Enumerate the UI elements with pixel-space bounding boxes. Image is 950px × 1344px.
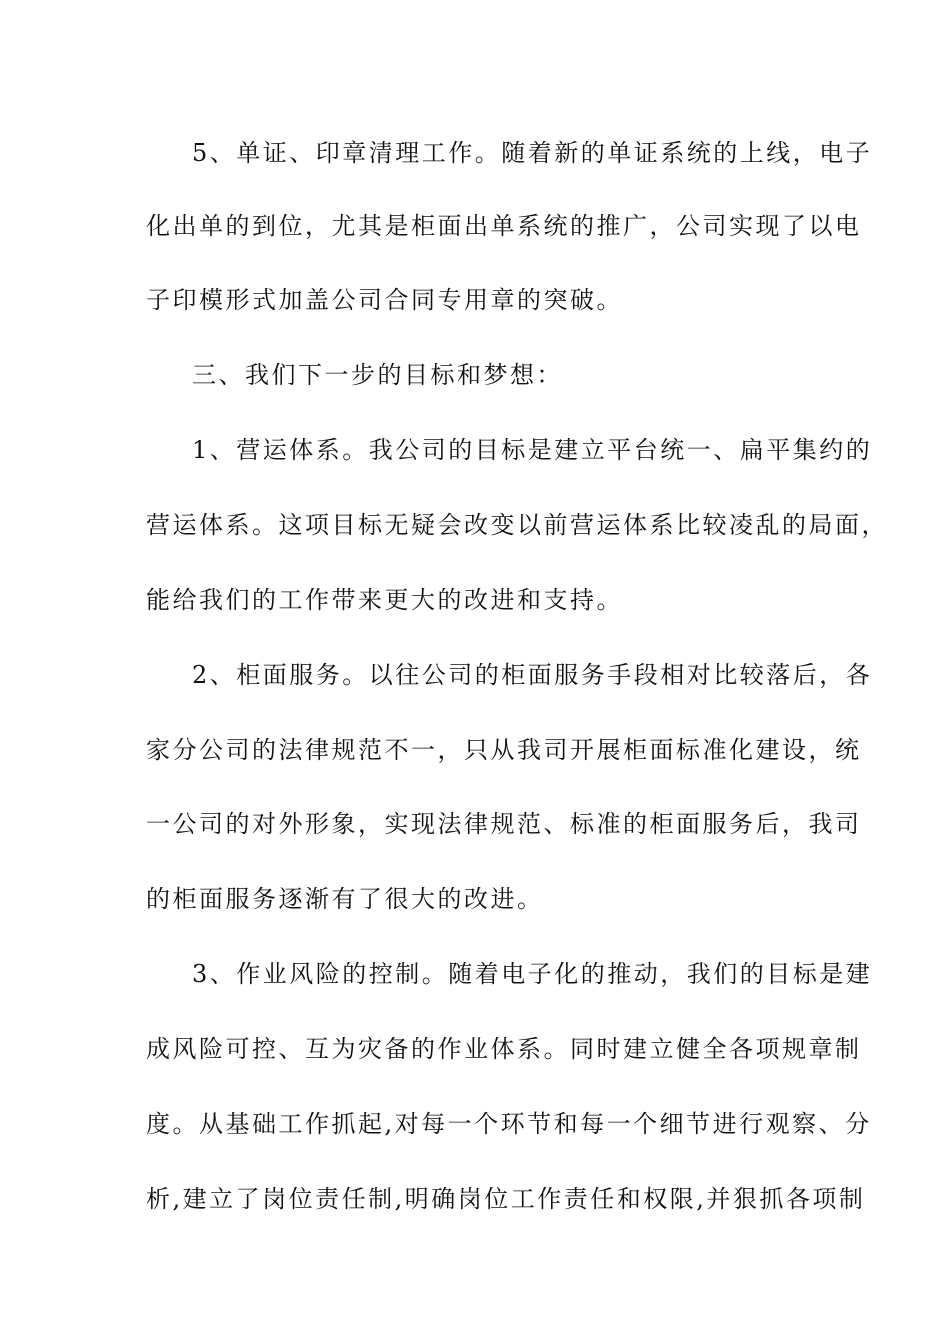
text-line: 的柜面服务逐渐有了很大的改进。 (146, 885, 544, 913)
text-line: 1、营运体系。我公司的目标是建立平台统一、扁平集约的 (192, 436, 873, 464)
text-line: 营运体系。这项目标无疑会改变以前营运体系比较凌乱的局面， (146, 511, 888, 539)
text-line: 家分公司的法律规范不一，只从我司开展柜面标准化建设，统 (146, 736, 862, 764)
text-line: 子印模形式加盖公司合同专用章的突破。 (146, 286, 623, 314)
text-line: 5、单证、印章清理工作。随着新的单证系统的上线，电子 (192, 139, 873, 167)
text-line: 成风险可控、互为灾备的作业体系。同时建立健全各项规章制 (146, 1035, 862, 1063)
text-line: 析,建立了岗位责任制,明确岗位工作责任和权限,并狠抓各项制 (146, 1185, 866, 1213)
section-heading: 三、我们下一步的目标和梦想： (192, 361, 563, 389)
text-line: 度。从基础工作抓起,对每一个环节和每一个细节进行观察、分 (146, 1110, 872, 1138)
text-line: 3、作业风险的控制。随着电子化的推动，我们的目标是建 (192, 960, 873, 988)
text-line: 能给我们的工作带来更大的改进和支持。 (146, 586, 623, 614)
text-line: 2、柜面服务。以往公司的柜面服务手段相对比较落后，各 (192, 661, 873, 689)
text-line: 一公司的对外形象，实现法律规范、标准的柜面服务后，我司 (146, 810, 862, 838)
text-line: 化出单的到位，尤其是柜面出单系统的推广，公司实现了以电 (146, 212, 862, 240)
